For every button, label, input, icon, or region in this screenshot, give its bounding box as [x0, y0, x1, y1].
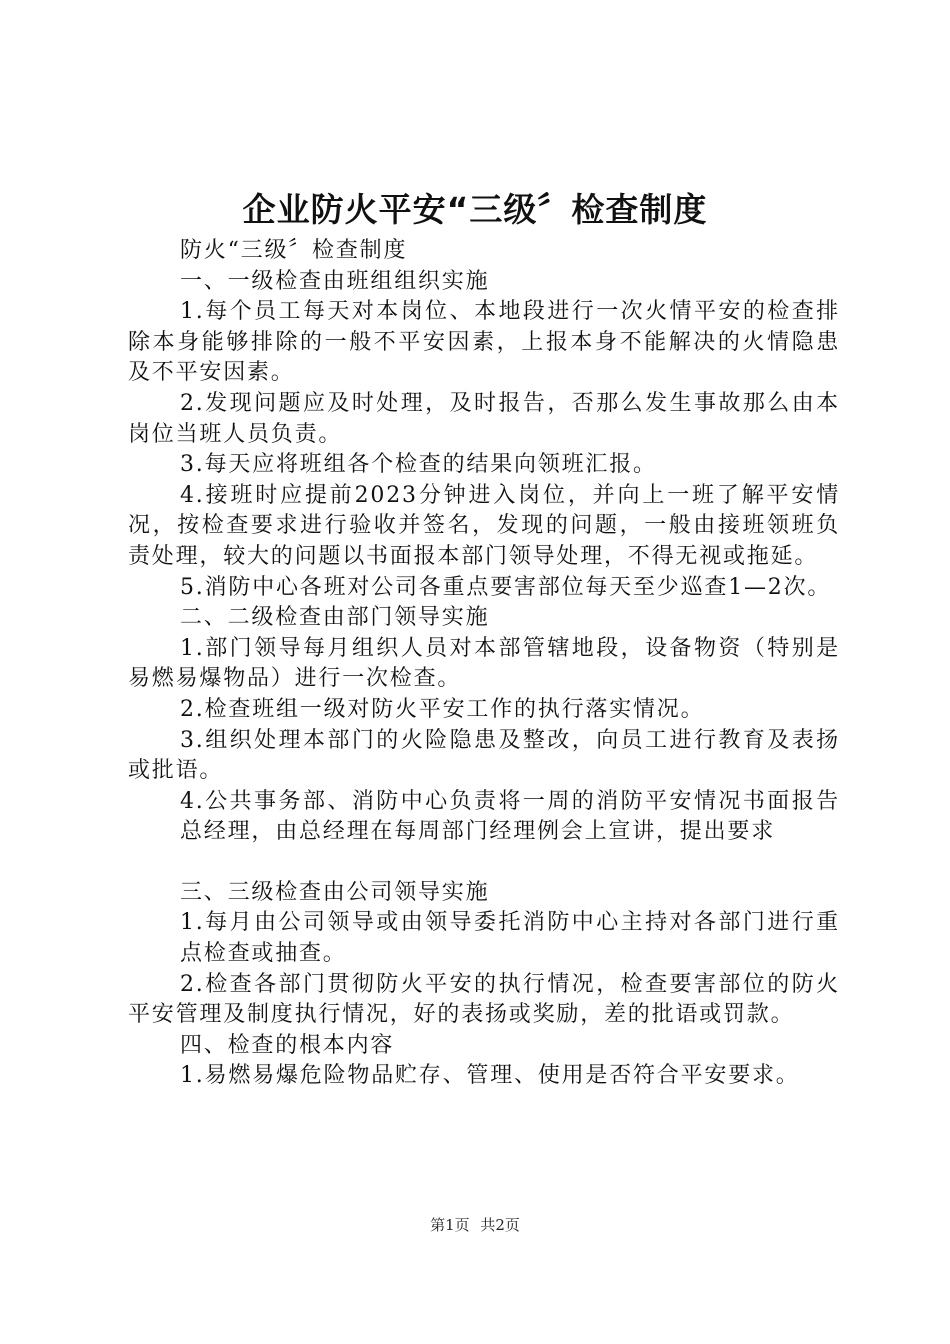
page-number: 第1页 [430, 1216, 470, 1234]
section-heading-1: 一、一级检查由班组组织实施 [180, 268, 490, 294]
document-title: 企业防火平安“三级〞检查制度 [242, 190, 708, 229]
section-heading-2: 二、二级检查由部门领导实施 [180, 605, 490, 631]
subtitle: 防火“三级〞检查制度 [180, 238, 408, 263]
paragraph: 4.接班时应提前2023分钟进入岗位，并向上一班了解平安情况，按检查要求进行验收并签名，发现的问题，一般由接班领班负责处理，较大的问题以书面报本部门领导处理，不得无视或拖延。 [128, 482, 840, 569]
paragraph: 4.公共事务部、消防中心负责将一周的消防平安情况书面报告总经理，由总经理在每周部门经理例会上宣讲，提出要求 [180, 788, 840, 845]
section-heading-3: 三、三级检查由公司领导实施 [180, 879, 490, 905]
paragraph: 1.每月由公司领导或由领导委托消防中心主持对各部门进行重点检查或抽查。 [180, 910, 840, 967]
paragraph: 3.每天应将班组各个检查的结果向领班汇报。 [180, 452, 657, 478]
section-heading-4: 四、检查的根本内容 [180, 1032, 395, 1058]
document-body [128, 236, 840, 1092]
paragraph: 5.消防中心各班对公司各重点要害部位每天至少巡查1—2次。 [180, 574, 832, 600]
spacer [128, 848, 840, 878]
page-footer [0, 1214, 950, 1235]
paragraph: 1.每个员工每天对本岗位、本地段进行一次火情平安的检查排除本身能够排除的一般不平安因素，上报本身不能解决的火情隐患及不平安因素。 [128, 299, 840, 386]
paragraph: 2.检查班组一级对防火平安工作的执行落实情况。 [180, 696, 705, 722]
page-total: 共2页 [480, 1216, 520, 1234]
paragraph: 1.易燃易爆危险物品贮存、管理、使用是否符合平安要求。 [180, 1063, 800, 1089]
paragraph: 2.发现问题应及时处理，及时报告，否那么发生事故那么由本岗位当班人员负责。 [128, 390, 840, 447]
paragraph: 3.组织处理本部门的火险隐患及整改，向员工进行教育及表扬或批语。 [128, 727, 840, 784]
paragraph: 1.部门领导每月组织人员对本部管辖地段，设备物资（特别是易燃易爆物品）进行一次检查。 [128, 635, 840, 692]
paragraph: 2.检查各部门贯彻防火平安的执行情况，检查要害部位的防火平安管理及制度执行情况，好的表扬或奖励，差的批语或罚款。 [128, 971, 840, 1028]
